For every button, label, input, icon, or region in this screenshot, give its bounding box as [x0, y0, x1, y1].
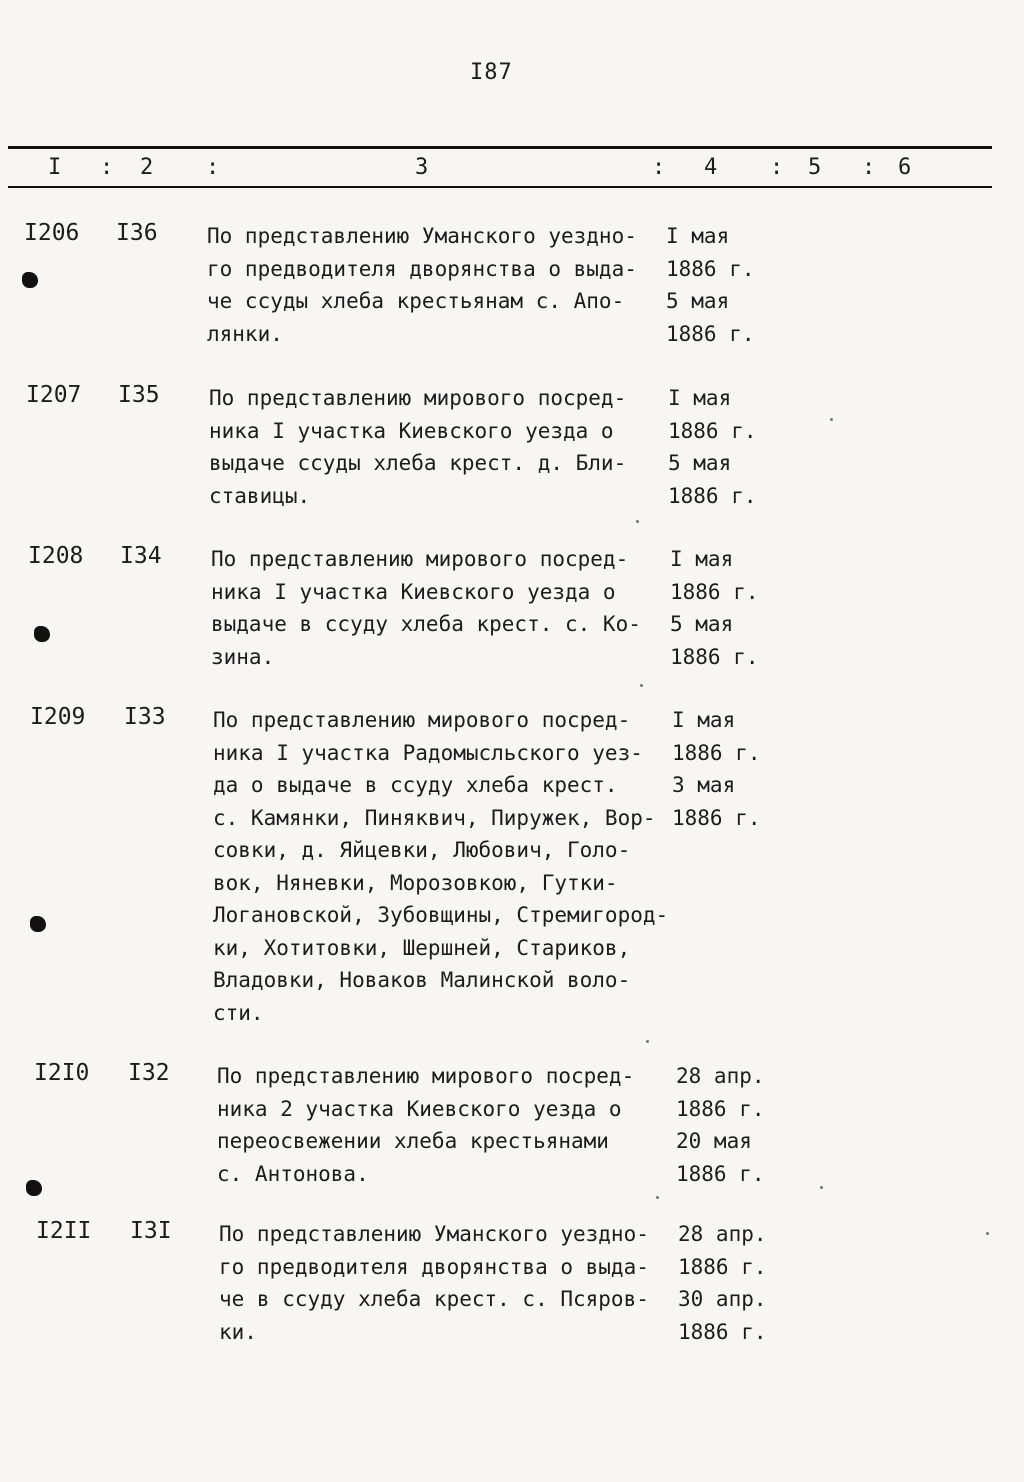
scan-speck [646, 1040, 649, 1043]
entry-fond: I33 [124, 704, 166, 730]
column-header-2: 2 [140, 155, 154, 180]
entry-dates: I мая 1886 г. 5 мая 1886 г. [666, 224, 755, 346]
header-rule-top [8, 146, 992, 149]
entry-description: По представлению мирового посред- ника 2 участка Киевского уезда о переосвежении хлеба крестьянами с. Антонова. [217, 1064, 635, 1186]
entry-number: I209 [30, 704, 86, 730]
entry-number: I207 [26, 382, 82, 408]
entry-number: I2II [36, 1218, 92, 1244]
column-header-6: 6 [898, 155, 912, 180]
column-separator: : [862, 155, 876, 180]
entry-fond: I34 [120, 543, 162, 569]
entry-fond: I36 [116, 220, 158, 246]
scan-speck [820, 1186, 823, 1189]
entry-description: По представлению мирового посред- ника I участка Киевского уезда о выдаче в ссуду хлеба крест. с. Ко- зина. [211, 547, 641, 669]
header-rule-bottom [8, 186, 992, 188]
scan-speck [830, 418, 833, 421]
entry-dates: I мая 1886 г. 3 мая 1886 г. [672, 708, 761, 830]
entry-dates: I мая 1886 г. 5 мая 1886 г. [670, 547, 759, 669]
column-separator: : [770, 155, 784, 180]
entry-description: По представлению Уманского уездно- го предводителя дворянства о выда- че ссуды хлеба крестьянам с. Апо- лянки. [207, 224, 637, 346]
scan-speck [986, 1232, 989, 1235]
binding-hole-mark [30, 916, 46, 932]
entry-fond: I35 [118, 382, 160, 408]
entry-description: По представлению Уманского уездно- го предводителя дворянства о выда- че в ссуду хлеба крест. с. Псяров- ки. [219, 1222, 649, 1344]
column-separator: : [100, 155, 114, 180]
entry-description: По представлению мирового посред- ника I участка Радомысльского уез- да о выдаче в ссуду хлеба крест. с. Камянки, Пиняквич, Пиружек, Вор- совки, д. Яйцевки, Любович, Голо- вок, Няневки, Морозовкою, Гутки- Логановской, Зубовщины, Стремигород- ки, Хотитовки, Шершней, Стариков, Владовки, Новаков Малинской воло- сти. [213, 708, 669, 1025]
column-header-4: 4 [704, 155, 718, 180]
column-header-1: I [48, 155, 62, 180]
column-header-5: 5 [808, 155, 822, 180]
scan-speck [636, 520, 639, 523]
column-separator: : [206, 155, 220, 180]
entry-dates: I мая 1886 г. 5 мая 1886 г. [668, 386, 757, 508]
binding-hole-mark [22, 272, 38, 288]
entry-fond: I32 [128, 1060, 170, 1086]
scan-speck [640, 684, 643, 687]
entry-number: I208 [28, 543, 84, 569]
column-header-3: 3 [415, 155, 429, 180]
entry-dates: 28 апр. 1886 г. 20 мая 1886 г. [676, 1064, 765, 1186]
binding-hole-mark [26, 1180, 42, 1196]
entry-description: По представлению мирового посред- ника I участка Киевского уезда о выдаче ссуды хлеба крест. д. Бли- ставицы. [209, 386, 627, 508]
scan-speck [656, 1196, 659, 1199]
page-number: I87 [470, 60, 513, 85]
entry-number: I206 [24, 220, 80, 246]
binding-hole-mark [34, 626, 50, 642]
entry-fond: I3I [130, 1218, 172, 1244]
entry-number: I2I0 [34, 1060, 90, 1086]
entry-dates: 28 апр. 1886 г. 30 апр. 1886 г. [678, 1222, 767, 1344]
column-separator: : [652, 155, 666, 180]
